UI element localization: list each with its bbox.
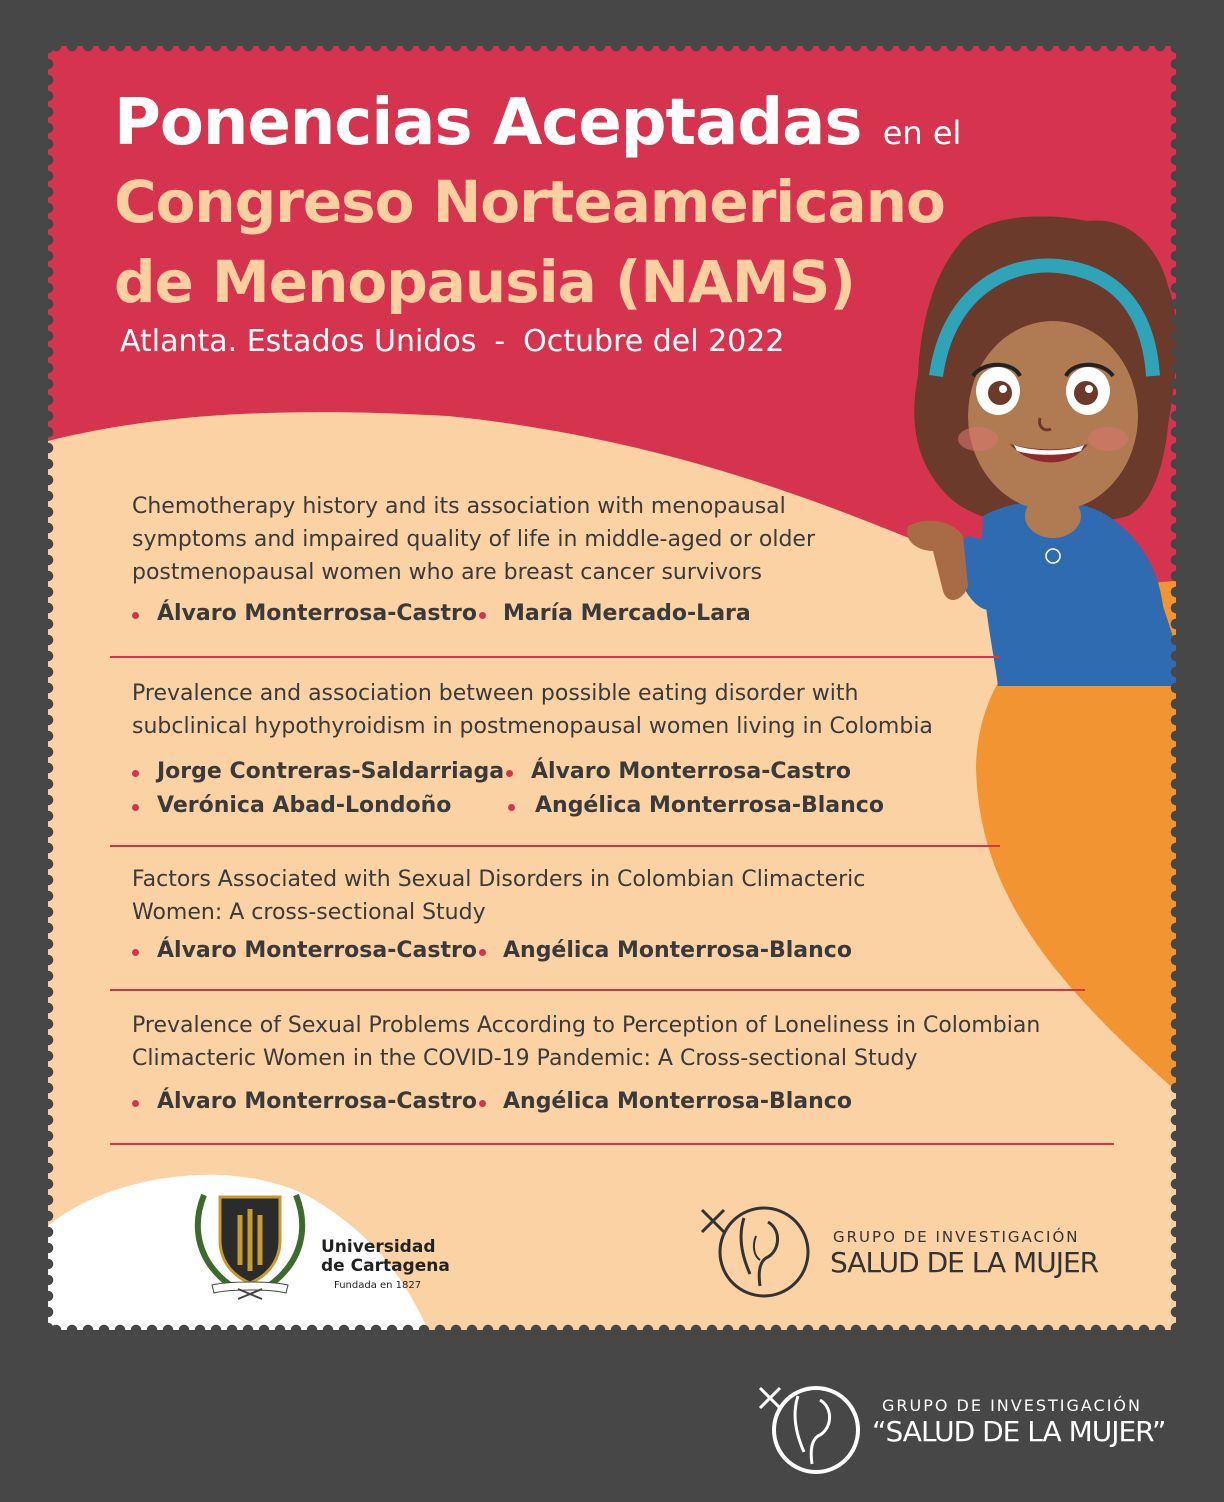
ticket-edge-top — [32, 38, 1192, 54]
group-logo-icon — [698, 1196, 810, 1306]
paper-2-author-2: Álvaro Monterrosa-Castro — [531, 759, 851, 784]
divider — [110, 989, 1085, 991]
university-founded: Fundada en 1827 — [334, 1280, 422, 1291]
event-subtitle — [120, 324, 785, 359]
paper-title-line: Women: A cross-sectional Study — [132, 900, 486, 925]
poster-title — [114, 86, 961, 160]
paper-1-author-2: María Mercado-Lara — [503, 601, 751, 626]
paper-4-author-2: Angélica Monterrosa-Blanco — [503, 1089, 852, 1114]
group-caption: GRUPO DE INVESTIGACIÓN — [833, 1228, 1080, 1246]
paper-3-author-1: Álvaro Monterrosa-Castro — [157, 938, 477, 963]
title-connector: en el — [882, 114, 962, 152]
divider — [110, 656, 1000, 658]
event-location: Atlanta. Estados Unidos — [120, 324, 477, 359]
title-line-3: de Menopausia (NAMS) — [114, 248, 855, 316]
divider — [110, 845, 1000, 847]
bullet-icon — [132, 612, 139, 619]
paper-title-line: Chemotherapy history and its association with menopausal — [132, 494, 786, 519]
paper-title-line: Prevalence and association between possible eating disorder with — [132, 681, 859, 706]
ticket-edge-right — [1168, 40, 1184, 1330]
paper-title-line: subclinical hypothyroidism in postmenopausal women living in Colombia — [132, 714, 933, 739]
university-name — [321, 1238, 450, 1276]
bullet-icon — [508, 804, 515, 811]
paper-title-line: symptoms and impaired quality of life in middle-aged or older — [132, 527, 815, 552]
paper-1-title — [132, 490, 815, 589]
title-line-2: Congreso Norteamericano — [114, 168, 945, 236]
paper-3-author-2: Angélica Monterrosa-Blanco — [503, 938, 852, 963]
paper-title-line: Prevalence of Sexual Problems According to Perception of Loneliness in Colombian — [132, 1013, 1041, 1038]
divider — [110, 1143, 1114, 1145]
paper-4-title — [132, 1009, 1040, 1075]
bullet-icon — [132, 1100, 139, 1107]
paper-2-author-3: Verónica Abad-Londoño — [157, 793, 452, 818]
bullet-icon — [479, 612, 486, 619]
character-illustration — [907, 216, 1176, 686]
group-name: SALUD DE LA MUJER — [830, 1246, 1099, 1279]
paper-4-author-1: Álvaro Monterrosa-Castro — [157, 1089, 477, 1114]
university-name-line-1: Universidad — [321, 1237, 436, 1257]
paper-2-author-4: Angélica Monterrosa-Blanco — [535, 793, 884, 818]
bullet-icon — [479, 1100, 486, 1107]
paper-2-author-1: Jorge Contreras-Saldarriaga — [157, 759, 505, 784]
bullet-icon — [132, 770, 139, 777]
bullet-icon — [479, 949, 486, 956]
university-name-line-2: de Cartagena — [321, 1256, 450, 1276]
ticket-edge-left — [40, 40, 56, 1330]
paper-title-line: postmenopausal women who are breast cancer survivors — [132, 560, 763, 585]
university-crest-icon — [190, 1185, 310, 1301]
subtitle-separator: - — [494, 324, 506, 359]
bullet-icon — [506, 770, 513, 777]
paper-2-title — [132, 677, 933, 743]
footer-group-caption: GRUPO DE INVESTIGACIÓN — [882, 1396, 1142, 1415]
paper-1-author-1: Álvaro Monterrosa-Castro — [157, 601, 477, 626]
footer-group-name: “SALUD DE LA MUJER” — [872, 1415, 1166, 1448]
bullet-icon — [132, 804, 139, 811]
title-main: Ponencias Aceptadas — [114, 86, 862, 160]
paper-title-line: Factors Associated with Sexual Disorders in Colombian Climacteric — [132, 867, 866, 892]
footer-group-logo-icon — [756, 1378, 868, 1478]
paper-title-line: Climacteric Women in the COVID-19 Pandemic: A Cross-sectional Study — [132, 1046, 918, 1071]
paper-3-title — [132, 863, 865, 929]
ticket-edge-bottom — [32, 1322, 1192, 1338]
bullet-icon — [132, 949, 139, 956]
event-date: Octubre del 2022 — [523, 324, 785, 359]
